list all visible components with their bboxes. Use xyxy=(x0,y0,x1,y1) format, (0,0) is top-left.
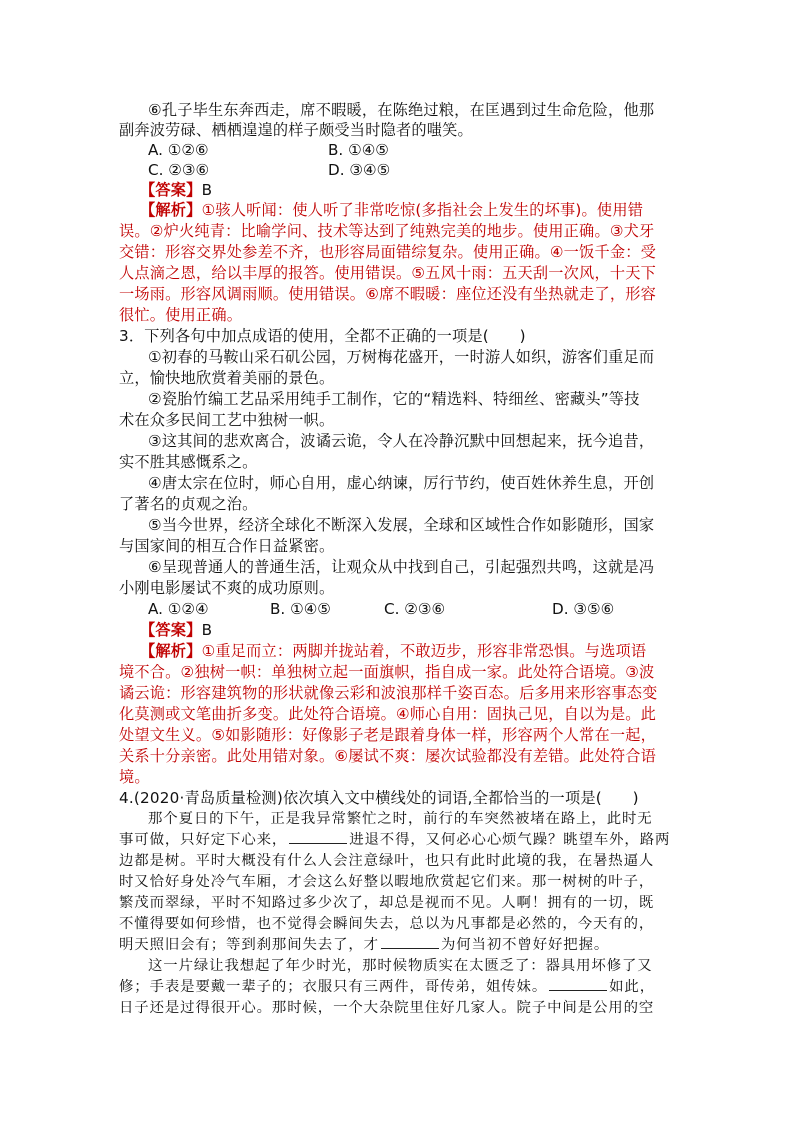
q3-analysis-line-3: 谲云诡：形容建筑物的形状就像云彩和波浪那样千姿百态。后多用来形容事态变 xyxy=(119,684,658,702)
q2-option-d: D. ③④⑤ xyxy=(328,161,391,179)
q4-p1-line-7: 明天照旧会有；等到刹那间失去了，才 为何当初不曾好好把握。 xyxy=(119,934,609,956)
q3-analysis-line-6: 关系十分亲密。此处用错对象。⑥屡试不爽：屡次试验都没有差错。此处符合语 xyxy=(119,747,656,765)
analysis-text: ①骇人听闻：使人听了非常吃惊(多指社会上发生的坏事)。使用错 xyxy=(201,201,644,219)
q3-item-2-line-2: 术在众多民间工艺中独树一帜。 xyxy=(119,411,335,429)
q2-item-6-line-2: 副奔波劳碌、栖栖遑遑的样子颇受当时隐者的嗤笑。 xyxy=(119,121,473,139)
q4-p2-line-2: 修；手表是要戴一辈子的；衣服只有三两件，哥传弟，姐传妹。 如此， xyxy=(119,976,655,998)
q2-analysis-line-3: 交错：形容交界处参差不齐，也形容局面错综复杂。使用正确。④一饭千金：受 xyxy=(119,243,656,261)
q4-p1-line-2: 事可做，只好定下心来， 进退不得，又何必心心烦气躁？眺望车外，路两 xyxy=(119,829,670,851)
q2-analysis-line-6: 很忙。使用正确。 xyxy=(119,306,243,324)
q3-option-a: A. ①②④ xyxy=(148,600,209,618)
answer-value: B xyxy=(201,181,213,199)
q2-option-b: B. ①④⑤ xyxy=(328,141,389,159)
q2-option-a: A. ①②⑥ xyxy=(148,141,209,159)
q3-item-3-line-2: 实不胜其感慨系之。 xyxy=(119,453,258,471)
q3-item-1-line-1: ①初春的马鞍山采石矶公园，万树梅花盛开，一时游人如织，游客们重足而 xyxy=(148,348,655,366)
q3-item-5-line-1: ⑤当今世界，经济全球化不断深入发展，全球和区域性合作如影随形，国家 xyxy=(148,516,655,534)
q2-answer xyxy=(140,179,212,201)
q2-option-c: C. ②③⑥ xyxy=(148,161,210,179)
q4-p1-line-6: 不懂得要如何珍惜，也不觉得会瞬间失去，总以为凡事都是必然的，今天有的， xyxy=(119,916,655,932)
q3-item-4-line-1: ④唐太宗在位时，师心自用，虚心纳谏，厉行节约，使百姓休养生息，开创 xyxy=(148,474,655,492)
q2-analysis-line-4: 人点滴之恩，给以丰厚的报答。使用错误。⑤五风十雨：五天刮一次风，十天下 xyxy=(119,264,656,282)
answer-tag: 【答案】 xyxy=(140,621,202,639)
q3-item-4-line-2: 了著名的贞观之治。 xyxy=(119,495,258,513)
q4-p2-line-1: 这一片绿让我想起了年少时光，那时候物质实在太匮乏了：器具用坏修了又 xyxy=(148,958,653,974)
fill-blank-2[interactable] xyxy=(381,934,439,949)
analysis-tag: 【解析】 xyxy=(140,201,202,219)
q2-analysis-line-1 xyxy=(140,199,643,221)
q3-analysis-line-1 xyxy=(140,640,646,662)
q2-item-6-line-1: ⑥孔子毕生东奔西走，席不暇暖，在陈绝过粮，在匡遇到过生命危险，他那 xyxy=(148,101,655,119)
q4-p1-line-3: 边都是树。平时大概没有什么人会注意绿叶，也只有此时此境的我，在暑热逼人 xyxy=(119,853,655,869)
q3-option-d: D. ③⑤⑥ xyxy=(552,600,615,618)
q3-answer xyxy=(140,619,212,641)
q3-analysis-line-5: 处望文生义。⑤如影随形：好像影子老是跟着身体一样，形容两个人常在一起， xyxy=(119,726,656,744)
answer-tag: 【答案】 xyxy=(140,181,202,199)
q4-p2-line-3: 日子还是过得很开心。那时候，一个大杂院里住好几家人。院子中间是公用的空 xyxy=(119,1000,655,1016)
q3-analysis-line-7: 境。 xyxy=(119,768,150,786)
q4-p1-line-5: 繁茂而翠绿，平时不知路过多少次了，却总是视而不见。人啊！拥有的一切，既 xyxy=(119,895,655,911)
q3-analysis-line-4: 化莫测或文笔曲折多变。此处符合语境。④师心自用：固执己见，自以为是。此 xyxy=(119,705,656,723)
q3-analysis-line-2: 境不合。②独树一帜：单独树立起一面旗帜，指自成一家。此处符合语境。③波 xyxy=(119,663,655,681)
q3-item-5-line-2: 与国家间的相互合作日益紧密。 xyxy=(119,537,335,555)
q3-item-6-line-1: ⑥呈现普通人的普通生活，让观众从中找到自己，引起强烈共鸣，这就是冯 xyxy=(148,558,655,576)
q3-stem: 3．下列各句中加点成语的使用，全都不正确的一项是( ) xyxy=(119,327,526,345)
q2-analysis-line-2: 误。②炉火纯青：比喻学问、技术等达到了纯熟完美的地步。使用正确。③犬牙 xyxy=(119,222,655,240)
answer-value: B xyxy=(201,621,213,639)
analysis-tag: 【解析】 xyxy=(140,642,202,660)
fill-blank-1[interactable] xyxy=(289,829,347,844)
q3-item-3-line-1: ③这其间的悲欢离合，波谲云诡，令人在冷静沉默中回想起来，抚今追昔， xyxy=(148,432,655,450)
q3-item-1-line-2: 立，愉快地欣赏着美丽的景色。 xyxy=(119,369,335,387)
q3-item-2-line-1: ②瓷胎竹编工艺品采用纯手工制作，它的“精选料、特细丝、密藏头”等技 xyxy=(148,390,640,408)
q3-item-6-line-2: 小刚电影屡试不爽的成功原则。 xyxy=(119,579,335,597)
q4-p1-line-4: 时又恰好身处冷气车厢，才会这么好整以暇地欣赏起它们来。那一树树的叶子， xyxy=(119,874,655,890)
q4-stem: 4.(2020·青岛质量检测)依次填入文中横线处的词语,全都恰当的一项是( ) xyxy=(119,789,639,807)
q4-p1-line-1: 那个夏日的下午，正是我异常繁忙之时，前行的车突然被堵在路上，此时无 xyxy=(148,811,653,827)
fill-blank-3[interactable] xyxy=(549,976,607,991)
q2-analysis-line-5: 一场雨。形容风调雨顺。使用错误。⑥席不暇暖：座位还没有坐热就走了，形容 xyxy=(119,285,656,303)
analysis-text: ①重足而立：两脚并拢站着，不敢迈步，形容非常恐惧。与选项语 xyxy=(201,642,647,660)
q3-option-c: C. ②③⑥ xyxy=(384,600,446,618)
q3-option-b: B. ①④⑤ xyxy=(270,600,331,618)
